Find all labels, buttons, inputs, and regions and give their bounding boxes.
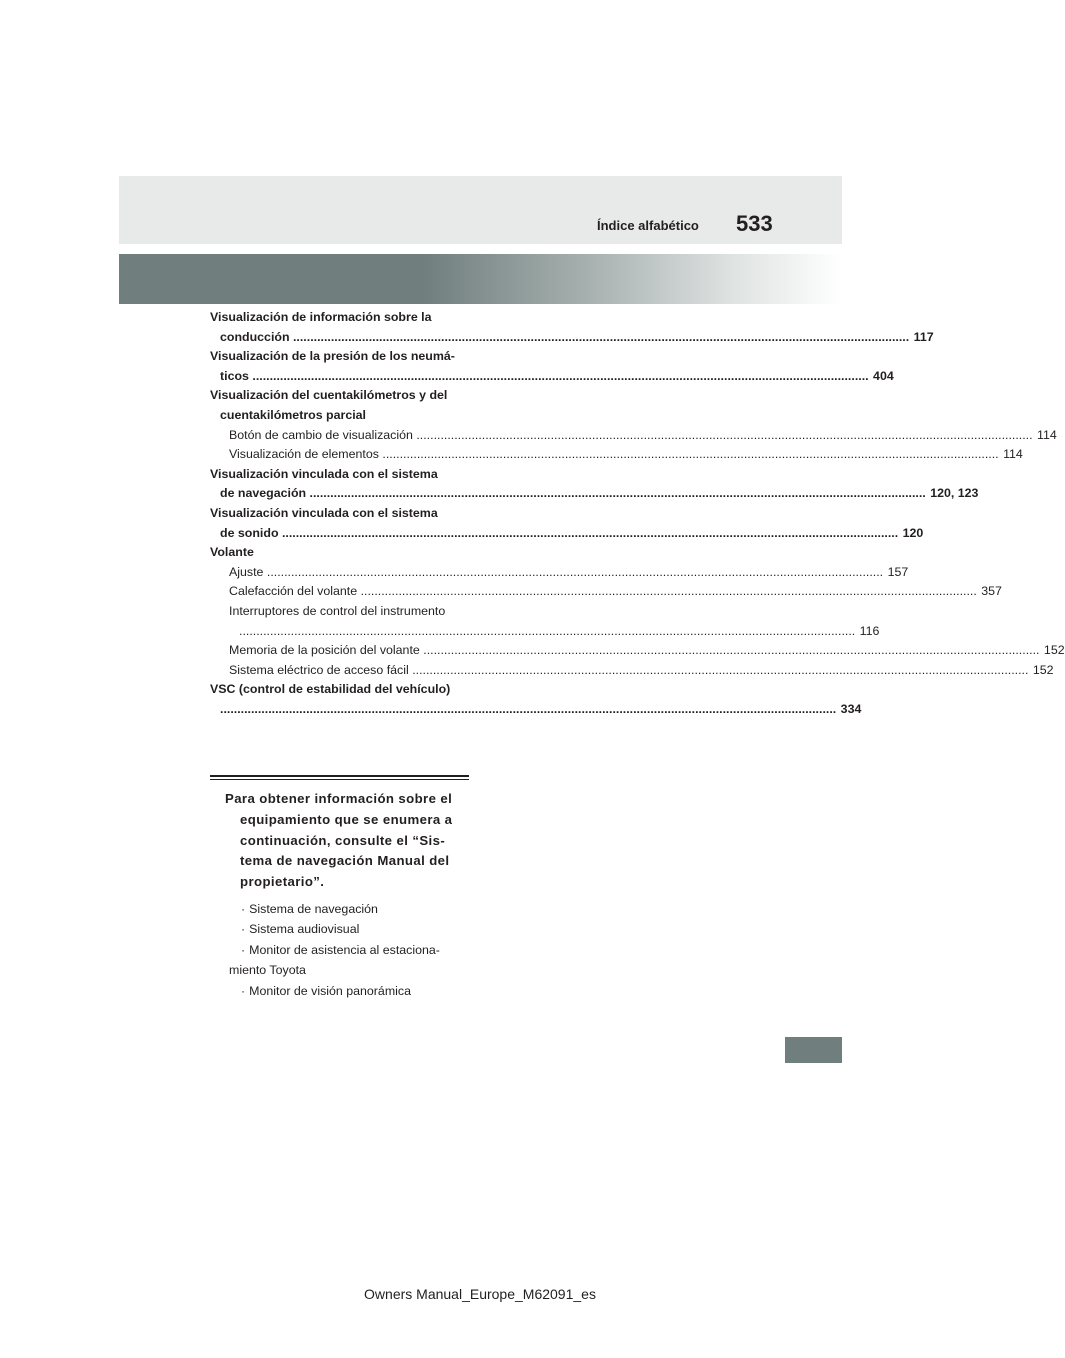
dot-leader [416, 428, 1032, 442]
header-band [119, 176, 842, 244]
index-entry-heading: VSC (control de estabilidad del vehículo) [210, 682, 451, 697]
note-list-item [210, 919, 468, 939]
index-entry-heading: Visualización de la presión de los neumá- [210, 349, 455, 364]
dot-leader [382, 447, 998, 461]
index-entry-term: de sonido [220, 525, 279, 540]
index-entry-term: Sistema eléctrico de acceso fácil [229, 662, 409, 677]
dot-leader [361, 584, 977, 598]
index-subentry [210, 602, 880, 641]
dot-leader [423, 643, 1039, 657]
page-reference[interactable]: 357 [981, 584, 1002, 599]
note-list [210, 899, 468, 1001]
index-entry-heading: Visualización vinculada con el sistema [210, 505, 438, 520]
index-subentry [210, 445, 1023, 465]
page-reference[interactable]: 152 [1032, 662, 1054, 677]
page-reference[interactable]: 120 [902, 525, 924, 540]
dot-leader [310, 486, 926, 500]
bullet: · [241, 942, 246, 957]
page-reference[interactable]: 114 [1003, 447, 1023, 462]
page-reference[interactable]: 157 [887, 564, 909, 579]
section-thumb-tab [785, 1037, 842, 1063]
gradient-bar [119, 254, 842, 304]
note-item-text: miento Toyota [229, 963, 306, 978]
page-reference[interactable]: 334 [840, 701, 862, 716]
note-block [210, 789, 468, 1001]
footer-text: Owners Manual_Europe_M62091_es [364, 1286, 596, 1302]
page-reference[interactable]: 404 [873, 368, 894, 383]
section-title: Índice alfabético [597, 218, 699, 233]
page-reference[interactable]: 120, 123 [930, 486, 979, 501]
index-column [210, 308, 1065, 719]
bullet: · [241, 901, 246, 916]
index-subentry [210, 426, 1057, 446]
index-entry [210, 308, 934, 347]
index-subentry [210, 582, 1002, 602]
index-entry-heading: Visualización de información sobre la [210, 310, 432, 324]
index-entry-term: Calefacción del volante [229, 584, 358, 599]
index-subentry [210, 661, 1054, 681]
index-entry-term: Ajuste [229, 564, 264, 579]
index-entry-heading: cuentakilómetros parcial [220, 407, 366, 422]
note-list-item [210, 899, 468, 919]
bullet: · [241, 983, 246, 998]
index-entry-term: ticos [220, 368, 249, 383]
index-entry-heading: Volante [210, 545, 254, 560]
dot-leader [267, 565, 883, 579]
index-entry [210, 347, 894, 386]
index-entry-heading: Visualización vinculada con el sistema [210, 466, 438, 481]
index-entry-term: Botón de cambio de visualización [229, 427, 413, 442]
index-subentry [210, 641, 1065, 661]
index-entry [210, 543, 463, 563]
page-reference[interactable]: 114 [1037, 427, 1057, 442]
note-list-item [210, 940, 468, 981]
note-list-item [210, 981, 468, 1001]
index-entry-heading: Visualización del cuentakilómetros y del [210, 388, 448, 403]
index-entry [210, 465, 979, 504]
dot-leader [252, 369, 868, 383]
index-entry [210, 386, 463, 425]
page-number: 533 [736, 211, 773, 236]
bullet: · [241, 922, 246, 937]
dot-leader [412, 663, 1028, 677]
divider-rule [210, 775, 469, 777]
page-reference[interactable]: 152 [1043, 643, 1065, 658]
index-entry-heading: Interruptores de control del instrumento [229, 603, 446, 618]
note-item-text: Monitor de asistencia al estaciona- [249, 942, 440, 957]
dot-leader [220, 702, 836, 716]
note-item-text: Sistema audiovisual [249, 922, 360, 937]
index-entry [210, 680, 862, 719]
page-reference[interactable]: 117 [913, 329, 934, 344]
index-entry-term: conducción [220, 329, 290, 344]
dot-leader [293, 330, 909, 344]
divider-rule [210, 779, 469, 780]
note-item-text: Sistema de navegación [249, 901, 378, 916]
note-lead: Para obtener información sobre el equipamiento que se enumera a continuación, consulte el “Sis-tema de navegación Manual del propietario”. [225, 791, 453, 890]
index-entry [210, 504, 924, 543]
page-reference[interactable]: 116 [859, 623, 880, 638]
note-item-text: Monitor de visión panorámica [249, 983, 411, 998]
dot-leader [239, 624, 855, 638]
dot-leader [282, 526, 898, 540]
index-subentry [210, 563, 909, 583]
index-entry-term: de navegación [220, 486, 307, 501]
index-entry-term: Memoria de la posición del volante [229, 643, 420, 658]
index-entry-term: Visualización de elementos [229, 447, 379, 462]
